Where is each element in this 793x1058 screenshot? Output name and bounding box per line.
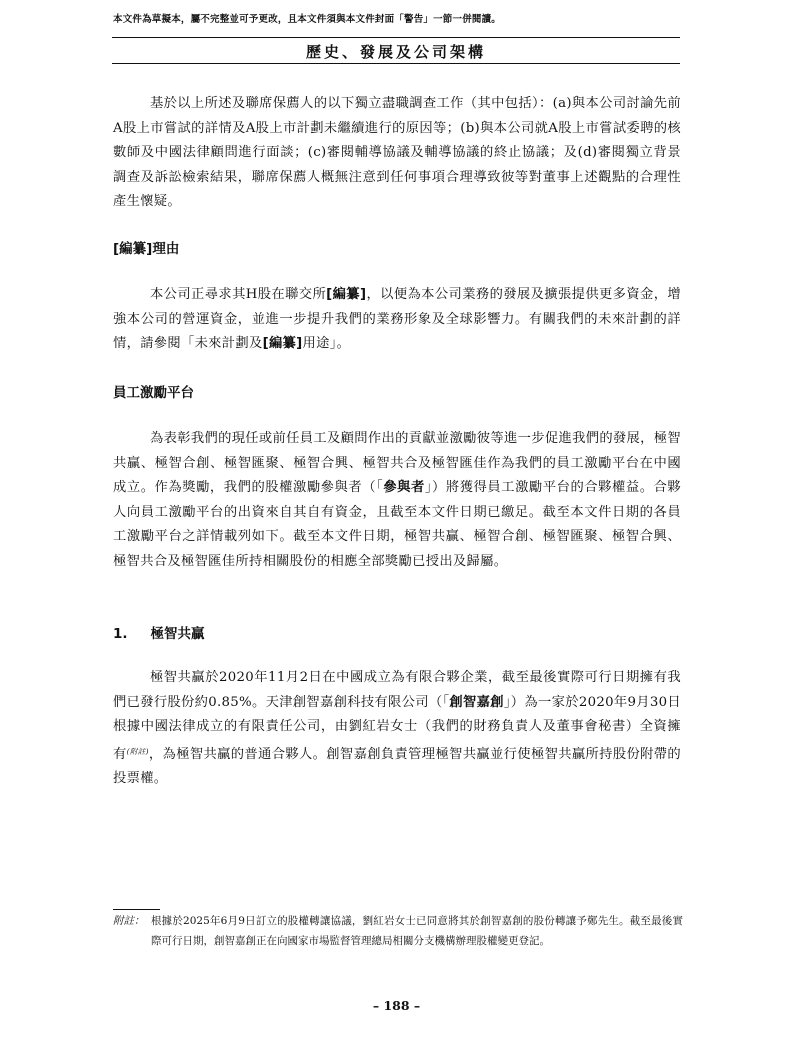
heading-reasons-text: 理由 — [152, 241, 180, 257]
footnote-rule — [113, 909, 160, 910]
draft-warning-header: 本文件為草擬本，屬不完整並可予更改，且本文件須與本文件封面「警告」一節一併閱讀。 — [113, 14, 502, 25]
text-run: 」）將獲得員工激勵平台的合夥權益。合夥人向員工激勵平台的出資來自其自有資金，且截至本文件日期已繳足。截至本文件日期的各員工激勵平台之詳情載列如下。截至本文件日期，極智共贏、極智合創、極智匯聚、極智合興、極智共合及極智匯佳所持相關股份的相應全部獎勵已授出及歸屬。 — [113, 480, 681, 569]
text-run: 」）為一家於2020年9月30日根據中國法律成立的有限責任公司，由劉紅岩女士（我們的財務負責人及董事會秘書）全資擁有 — [113, 694, 681, 762]
page-number: – 188 – — [372, 998, 421, 1013]
paragraph-incentive-platforms — [113, 427, 681, 574]
defined-term: 參與者 — [383, 480, 425, 495]
text-run: ，為極智共贏的普通合夥人。創智嘉創負責管理極智共贏並行使極智共贏所持股份附帶的投票權。 — [113, 746, 681, 786]
text-run: 用途」。 — [302, 336, 351, 351]
redacted-marker: [編纂] — [113, 241, 153, 257]
header-rule-bottom — [112, 63, 680, 64]
paragraph-reasons — [113, 283, 681, 357]
defined-term: 創智嘉創 — [449, 694, 504, 710]
heading-item-1 — [113, 622, 205, 642]
item-number: 1. — [113, 626, 128, 642]
footnote-reference: (附註) — [126, 746, 149, 756]
redacted-marker: [編纂] — [326, 287, 367, 302]
section-title: 歷史、發展及公司架構 — [305, 43, 486, 61]
footnote-text: 根據於2025年6月9日訂立的股權轉讓協議，劉紅岩女士已同意將其於創智嘉創的股份轉讓予鄭先生。截至最後實際可行日期，創智嘉創正在向國家市場監督管理總局相關分支機構辦理股權變更登記。 — [151, 915, 683, 947]
text-run: 極智共贏於2020年11月2日在中國成立為有限合夥企業，截至最後實際可行日期擁有我們已發行股份約0.85%。天津創智嘉創科技有限公司（「 — [113, 670, 681, 710]
heading-reasons — [113, 237, 179, 257]
redacted-marker: [編纂] — [262, 336, 303, 351]
item-title: 極智共贏 — [150, 626, 205, 642]
text-run: 為表彰我們的現任或前任員工及顧問作出的貢獻並激勵彼等進一步促進我們的發展，極智共贏、極智合創、極智匯聚、極智合興、極智共合及極智匯佳作為我們的員工激勵平台在中國成立。作為獎勵，我們的股權激勵參與者（「 — [113, 431, 681, 495]
header-rule-top — [112, 37, 680, 38]
heading-employee-incentive-platform: 員工激勵平台 — [113, 385, 194, 401]
paragraph-jizhi-gongying — [113, 666, 681, 792]
text-run: 本公司正尋求其H股在聯交所 — [150, 287, 327, 302]
paragraph-due-diligence: 基於以上所述及聯席保薦人的以下獨立盡職調查工作（其中包括）：(a)與本公司討論先前A股上市嘗試的詳情及A股上市計劃未繼續進行的原因等；(b)與本公司就A股上市嘗試委聘的核數師及中國法律顧問進行面談；(c)審閱輔導協議及輔導協議的終止協議；及(d)審閱獨立背景調查及訴訟檢索結果，聯席保薦人概無注意到任何事項合理導致彼等對董事上述觀點的合理性產生懷疑。 — [113, 96, 681, 209]
footnote — [113, 912, 683, 951]
text-run: ，以便為本公司業務的發展及擴張提供更多資金，增強本公司的營運資金，並進一步提升我們的業務形象及全球影響力。有關我們的未來計劃的詳情，請參閱「未來計劃及 — [113, 287, 682, 351]
footnote-label: 附註： — [113, 915, 145, 927]
